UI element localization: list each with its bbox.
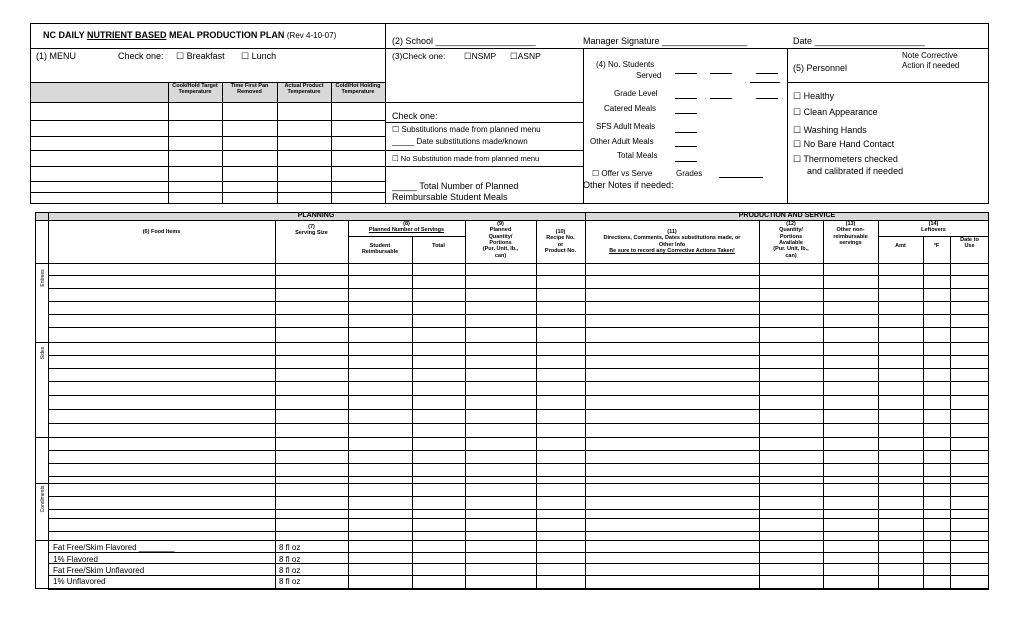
- manager-signature-field[interactable]: Manager Signature _________________: [583, 36, 748, 46]
- sfs-adult-meals-label: SFS Adult Meals: [596, 122, 656, 131]
- planning-header: PLANNING: [297, 212, 335, 219]
- col-food-items: (6) Food Items: [142, 229, 181, 235]
- table-row[interactable]: [48, 496, 989, 497]
- col-recipe-no: (10) Recipe No. or Product No.: [544, 229, 577, 254]
- condiments-side-label: Condiments: [40, 485, 46, 513]
- col-time-first-pan: Time First Pan Removed: [230, 83, 269, 96]
- table-row[interactable]: [48, 301, 989, 302]
- washing-hands-checkbox[interactable]: ☐ Washing Hands: [793, 125, 867, 135]
- table-row[interactable]: [48, 575, 989, 576]
- col-total: Total: [432, 243, 445, 249]
- lunch-checkbox[interactable]: ☐ Lunch: [241, 51, 277, 61]
- no-substitution-checkbox[interactable]: ☐ No Substitution made from planned menu: [392, 154, 540, 163]
- school-field[interactable]: (2) School ____________________: [392, 36, 536, 46]
- col-student-reimbursable: Student Reimbursable: [361, 243, 399, 256]
- total-planned-meals-field[interactable]: _____ Total Number of Planned: [392, 181, 519, 191]
- col-planned-servings: (8) Planned Number of Servings: [368, 221, 445, 234]
- grades-label: Grades: [676, 169, 703, 178]
- table-row[interactable]: [48, 368, 989, 369]
- sides-side-label: Sides: [40, 346, 46, 360]
- table-row[interactable]: [48, 463, 989, 464]
- section3-check-one: (3)Check one:: [392, 51, 446, 61]
- calibrated-label: and calibrated if needed: [807, 166, 904, 176]
- table-row[interactable]: [35, 437, 989, 438]
- table-row[interactable]: [48, 518, 989, 519]
- production-header: PRODUCTION AND SERVICE: [738, 212, 836, 219]
- menu-label: (1) MENU: [36, 51, 76, 61]
- table-row[interactable]: [48, 531, 989, 532]
- students-served-label: (4) No. Students: [596, 60, 655, 69]
- form-title: NC DAILY NUTRIENT BASED MEAL PRODUCTION PLAN (Rev 4-10-07): [43, 30, 337, 40]
- milk-size-4: 8 fl oz: [279, 577, 301, 586]
- personnel-label: (5) Personnel: [793, 63, 848, 73]
- corrective-action-note: Note Corrective: [902, 51, 958, 60]
- table-row[interactable]: [48, 355, 989, 356]
- date-substitutions-field[interactable]: _____ Date substitutions made/known: [392, 137, 528, 146]
- total-meals-label: Total Meals: [617, 151, 658, 160]
- col-serving-size: (7) Serving Size: [295, 224, 328, 237]
- no-bare-hand-checkbox[interactable]: ☐ No Bare Hand Contact: [793, 139, 895, 149]
- table-row[interactable]: [48, 314, 989, 315]
- col-leftover-amt: Amt: [895, 243, 906, 249]
- clean-appearance-checkbox[interactable]: ☐ Clean Appearance: [793, 107, 878, 117]
- table-row[interactable]: [48, 275, 989, 276]
- table-row[interactable]: [48, 552, 989, 553]
- col-planned-quantity: (9) Planned Quantity/ Portions (Pur. Unit, lb., can): [482, 221, 519, 259]
- catered-meals-label: Catered Meals: [604, 104, 657, 113]
- col-cook-hold-temp: Cook/Hold Target Temperature: [172, 83, 218, 96]
- students-served-label-2: Served: [636, 71, 662, 80]
- breakfast-checkbox[interactable]: ☐ Breakfast: [176, 51, 225, 61]
- other-notes-label: Other Notes if needed:: [583, 180, 674, 190]
- col-leftover-date: Date to Use: [960, 237, 979, 250]
- table-row[interactable]: [48, 327, 989, 328]
- milk-item-3: Fat Free/Skim Unflavored: [53, 566, 145, 575]
- table-row[interactable]: [35, 342, 989, 343]
- total-planned-meals-label: Reimbursable Student Meals: [392, 192, 508, 202]
- grid-border: [35, 212, 989, 589]
- other-adult-meals-label: Other Adult Meals: [590, 137, 654, 146]
- table-row[interactable]: [48, 509, 989, 510]
- table-row[interactable]: [48, 589, 989, 590]
- substitutions-made-checkbox[interactable]: ☐ Substitutions made from planned menu: [392, 125, 541, 134]
- table-row[interactable]: [48, 409, 989, 410]
- table-row[interactable]: [48, 450, 989, 451]
- col-directions: (11) Directions, Comments, Dates substitutions made, or Other Info Be sure to record any Corrective Actions Taken!: [603, 229, 741, 254]
- table-row[interactable]: [48, 381, 989, 382]
- section3-check-one-2: Check one:: [392, 111, 438, 121]
- table-row[interactable]: [35, 263, 989, 264]
- table-row[interactable]: [35, 483, 989, 484]
- healthy-checkbox[interactable]: ☐ Healthy: [793, 91, 835, 101]
- entrees-side-label: Entrees: [40, 269, 46, 287]
- milk-size-2: 8 fl oz: [279, 555, 301, 564]
- date-field[interactable]: Date ______________________: [793, 36, 925, 46]
- milk-size-3: 8 fl oz: [279, 566, 301, 575]
- asnp-checkbox[interactable]: ☐ASNP: [510, 51, 541, 61]
- col-leftovers: (14) Leftovers: [921, 221, 946, 234]
- table-row[interactable]: [48, 476, 989, 477]
- milk-item-4: 1% Unflavored: [53, 577, 106, 586]
- offer-vs-serve-checkbox[interactable]: ☐ Offer vs Serve: [592, 169, 653, 178]
- col-leftover-temp: °F: [933, 243, 940, 249]
- milk-item-1: Fat Free/Skim Flavored ________: [53, 543, 175, 552]
- thermometers-checkbox[interactable]: ☐ Thermometers checked: [793, 154, 898, 164]
- table-row[interactable]: [48, 288, 989, 289]
- corrective-action-note-2: Action if needed: [902, 61, 960, 70]
- grade-level-label: Grade Level: [614, 89, 658, 98]
- nsmp-checkbox[interactable]: ☐NSMP: [464, 51, 497, 61]
- col-non-reimbursable: (13) Other non- reimbursable servings: [833, 221, 868, 246]
- milk-item-2: 1% Flavored _______________: [53, 555, 167, 564]
- milk-size-1: 8 fl oz: [279, 543, 301, 552]
- table-row[interactable]: [48, 423, 989, 424]
- table-row[interactable]: [48, 395, 989, 396]
- col-quantity-available: (12) Quantity/ Portions Available (Pur. Unit, lb., can): [773, 221, 809, 259]
- col-actual-temp: Actual Product Temperature: [284, 83, 324, 96]
- menu-check-one: Check one:: [118, 51, 164, 61]
- table-row[interactable]: [48, 563, 989, 564]
- table-row[interactable]: [35, 540, 989, 541]
- col-holding-temp: Cold/Hot Holding Temperature: [335, 83, 381, 96]
